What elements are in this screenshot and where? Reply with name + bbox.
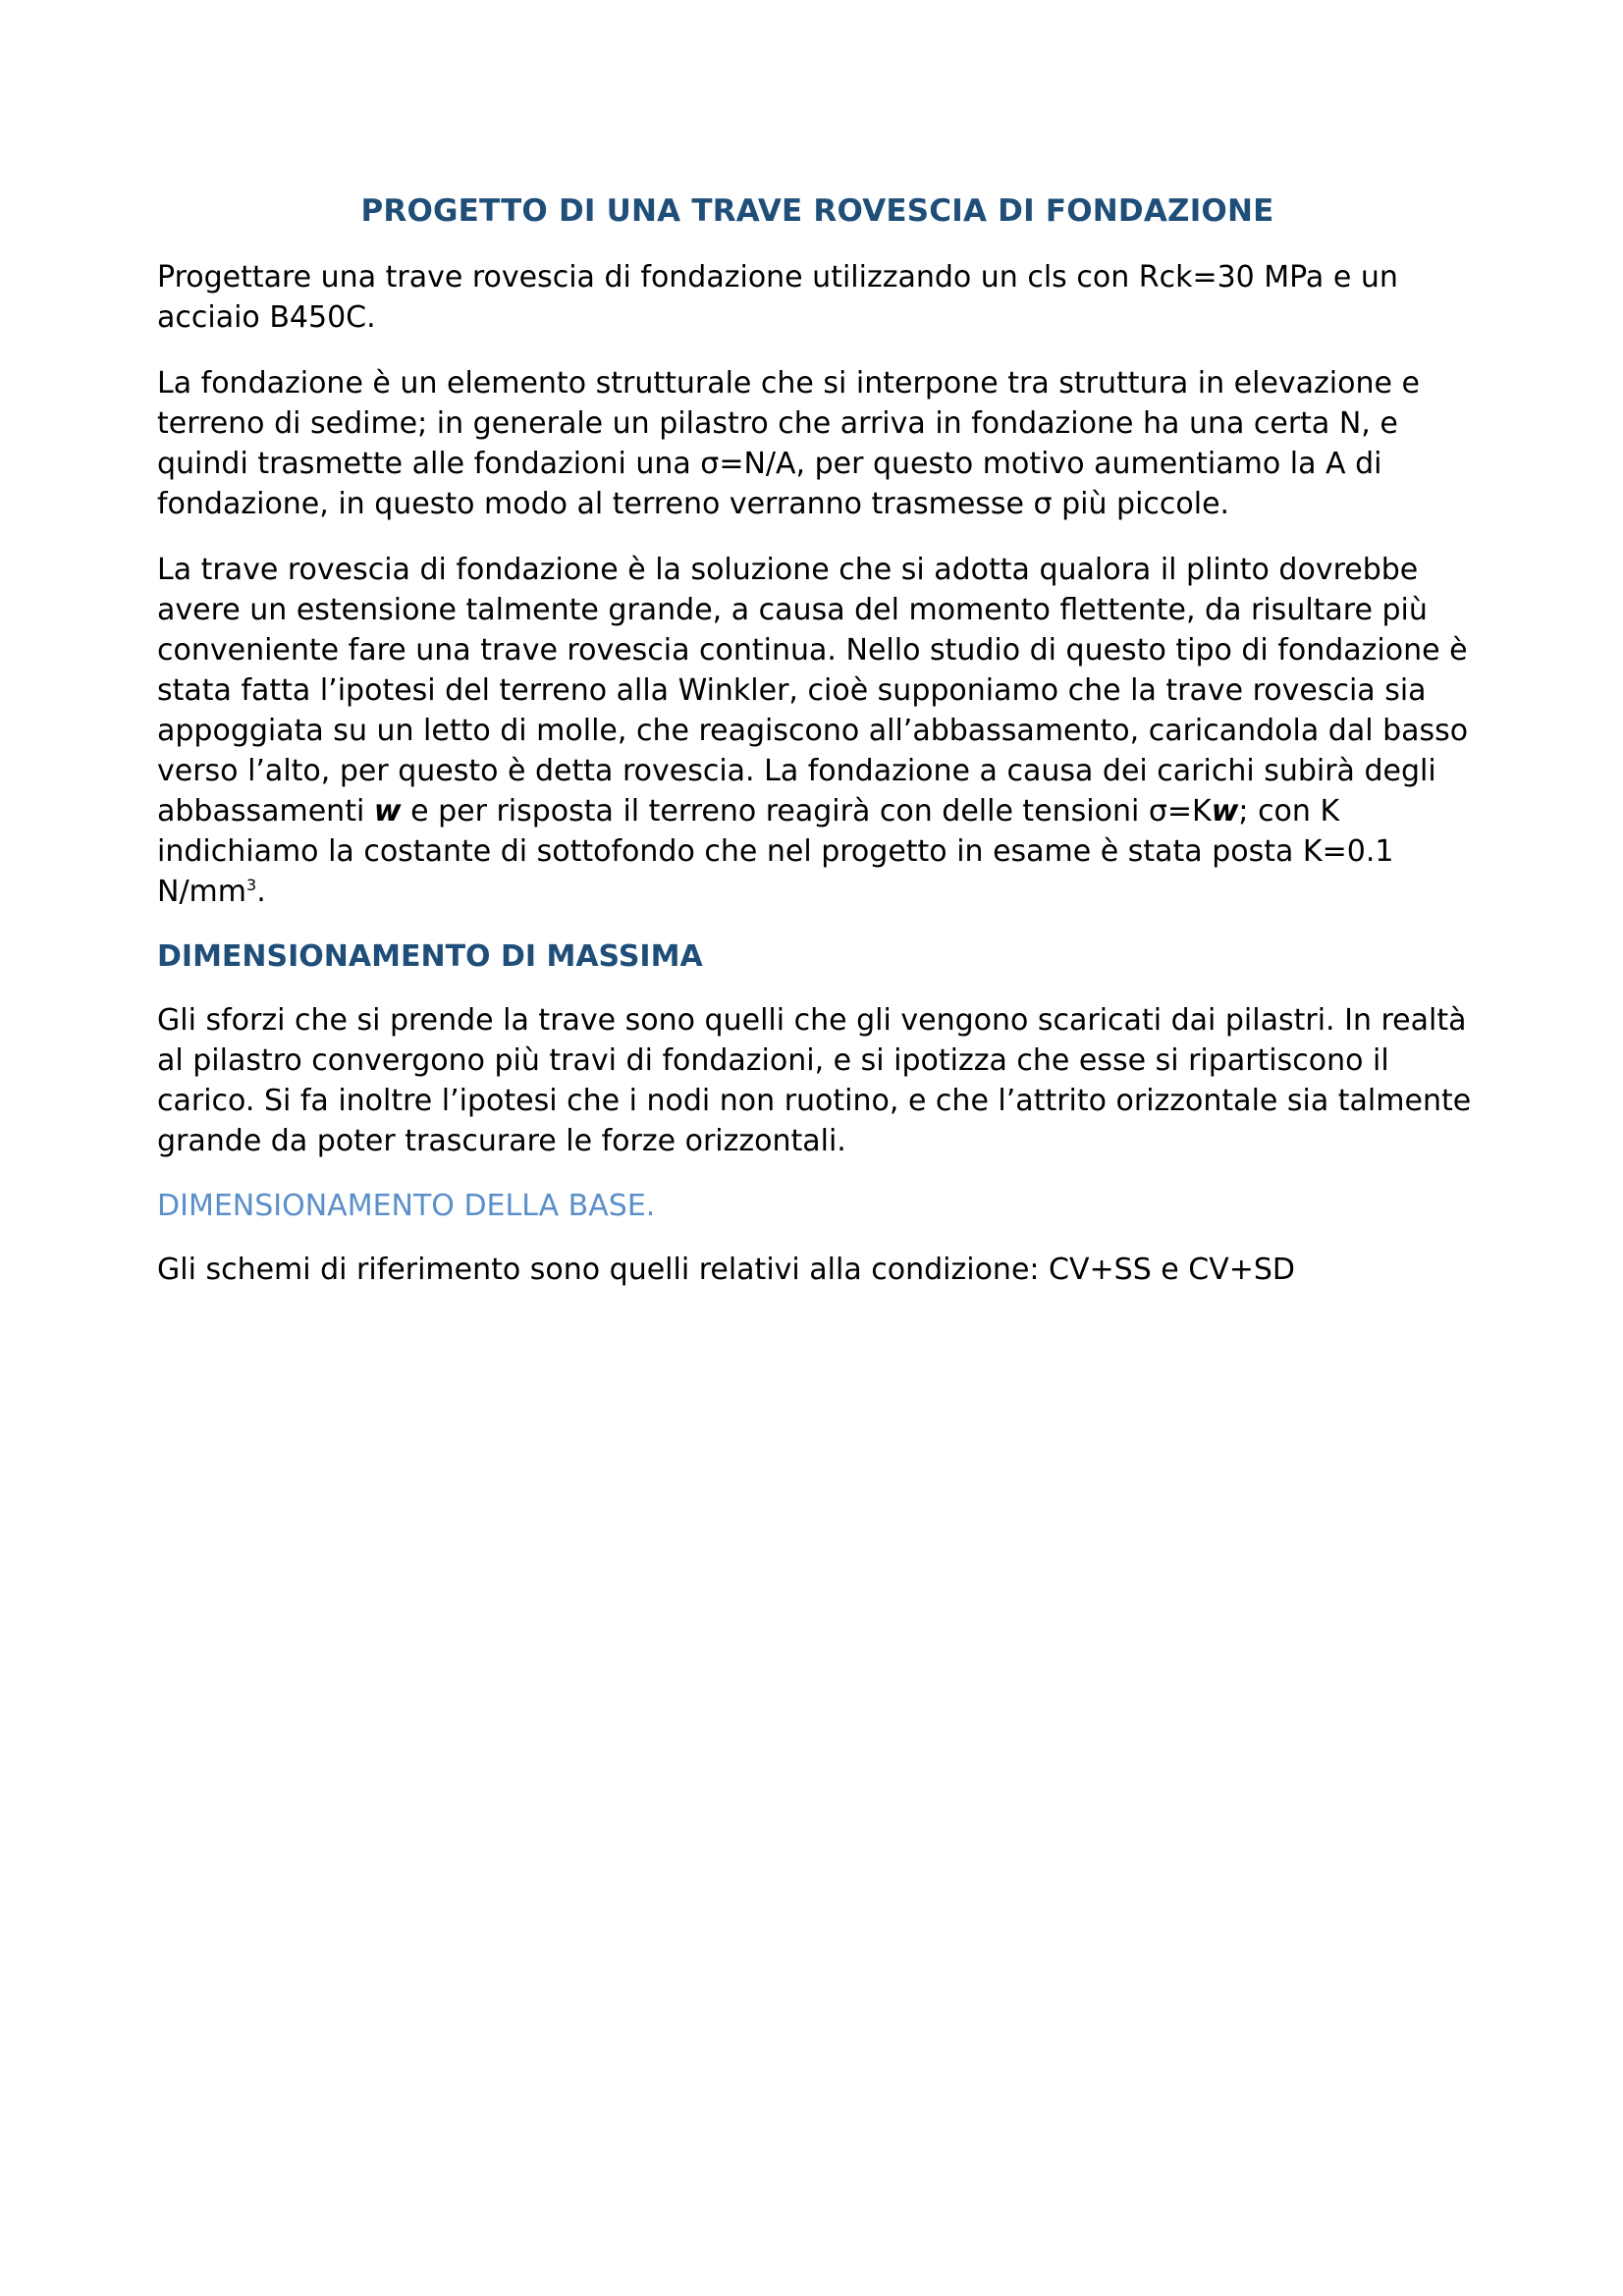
reference-schemes-paragraph: Gli schemi di riferimento sono quelli relativi alla condizione: CV+SS e CV+SD xyxy=(157,1253,1296,1287)
loads-paragraph: Gli sforzi che si prende la trave sono quelli che gli vengono scaricati dai pilastri. In realtà al pilastro convergono più travi di fondazioni, e si ipotizza che esse si ripartiscono il carico. Si fa inoltre l’ipotesi che i nodi non ruotino, e che l’attrito orizzontale sia talmente grande da poter trascurare le forze orizzontali. xyxy=(157,1003,1472,1158)
winkler-text-c: ; con K indichiamo la costante di sottofondo che nel progetto in esame è stata posta K=0.1 N/mm xyxy=(157,794,1394,909)
winkler-text-a: La trave rovescia di fondazione è la soluzione che si adotta qualora il plinto dovrebbe avere un estensione talmente grande, a causa del momento flettente, da risultare più conveniente fare una trave rovescia continua. Nello studio di questo tipo di fondazione è stata fatta l’ipotesi del terreno alla Winkler, cioè supponiamo che la trave rovescia sia appoggiata su un letto di molle, che reagiscono all’abbassamento, caricandola dal basso verso l’alto, per questo è detta rovescia. La fondazione a causa dei carichi subirà degli abbassamenti xyxy=(157,553,1469,828)
subsection-heading-dimensionamento-base: DIMENSIONAMENTO DELLA BASE. xyxy=(157,1189,656,1223)
intro-paragraph: Progettare una trave rovescia di fondazione utilizzando un cls con Rck=30 MPa e un acciaio B450C. xyxy=(157,260,1398,335)
document-title: PROGETTO DI UNA TRAVE ROVESCIA DI FONDAZIONE xyxy=(360,193,1274,229)
winkler-text-b: e per risposta il terreno reagirà con delle tensioni σ=K xyxy=(401,794,1212,828)
foundation-definition-paragraph: La fondazione è un elemento strutturale che si interpone tra struttura in elevazione e terreno di sedime; in generale un pilastro che arriva in fondazione ha una certa N, e quindi trasmette alle fondazioni una σ=N/A, per questo motivo aumentiamo la A di fondazione, in questo modo al terreno verranno trasmesse σ più piccole. xyxy=(157,366,1420,521)
displacement-symbol-w: w xyxy=(373,794,402,828)
winkler-text-d: . xyxy=(256,875,266,909)
winkler-paragraph xyxy=(157,550,1478,912)
displacement-symbol-w-formula: w xyxy=(1211,794,1239,828)
document-content xyxy=(157,187,1478,1315)
section-heading-dimensionamento-di-massima: DIMENSIONAMENTO DI MASSIMA xyxy=(157,939,703,974)
exponent-superscript: 3 xyxy=(246,876,257,894)
